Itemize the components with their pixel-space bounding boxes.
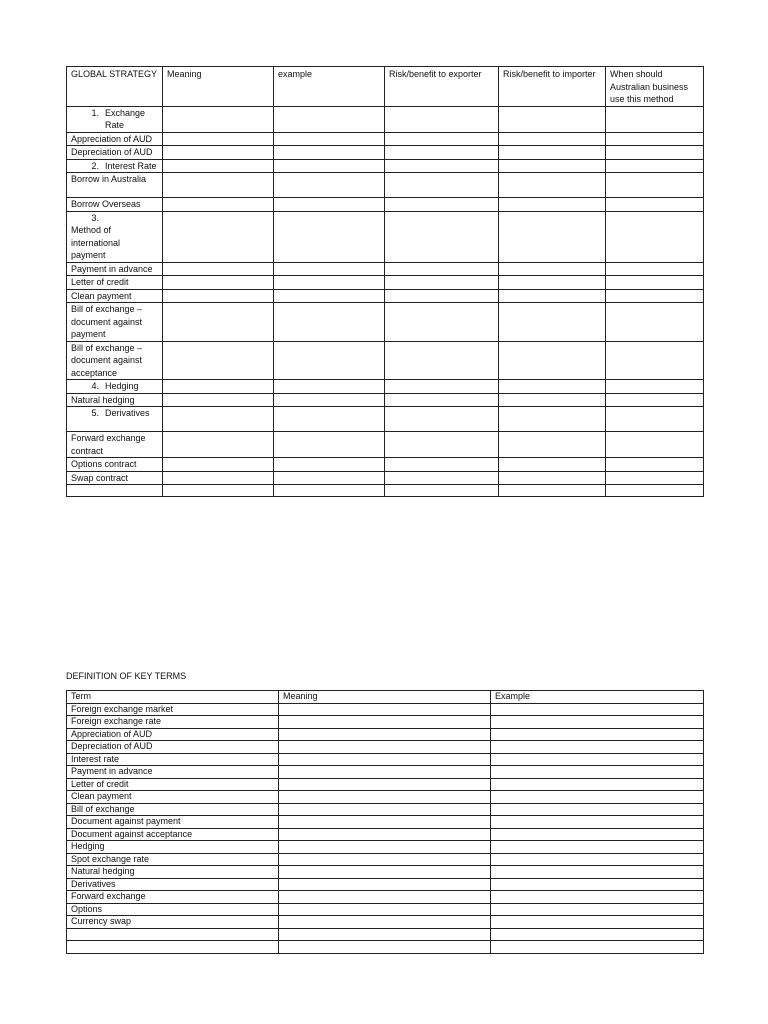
example-cell — [491, 803, 704, 816]
table-row — [67, 458, 704, 472]
strategy-label: Bill of exchange – document against payment — [67, 303, 163, 342]
term-cell: Payment in advance — [67, 766, 279, 779]
section-heading: Method of international payment — [71, 225, 121, 260]
table-row — [67, 716, 704, 729]
term-cell: Foreign exchange market — [67, 703, 279, 716]
header-row — [67, 691, 704, 704]
table-row — [67, 853, 704, 866]
section-heading: Hedging — [105, 381, 139, 391]
example-cell — [491, 741, 704, 754]
table-row — [67, 132, 704, 146]
strategy-label: Borrow in Australia — [67, 173, 163, 198]
meaning-cell — [279, 853, 491, 866]
example-cell — [491, 828, 704, 841]
table-row — [67, 262, 704, 276]
table-row — [67, 841, 704, 854]
term-cell: Currency swap — [67, 916, 279, 929]
term-cell: Derivatives — [67, 878, 279, 891]
table-row — [67, 891, 704, 904]
meaning-cell — [279, 791, 491, 804]
header-cell-meaning: Meaning — [279, 691, 491, 704]
list-number: 3. — [91, 212, 99, 223]
term-cell: Clean payment — [67, 791, 279, 804]
global-strategy-table — [66, 66, 704, 497]
meaning-cell — [279, 891, 491, 904]
term-cell — [67, 941, 279, 954]
example-cell — [491, 791, 704, 804]
strategy-label: Natural hedging — [67, 393, 163, 407]
table-row — [67, 471, 704, 485]
meaning-cell — [279, 828, 491, 841]
table-row — [67, 276, 704, 290]
meaning-cell — [279, 753, 491, 766]
table-row — [67, 916, 704, 929]
example-cell — [491, 903, 704, 916]
example-cell — [491, 928, 704, 941]
table-row — [67, 803, 704, 816]
term-cell: Forward exchange — [67, 891, 279, 904]
strategy-label: Payment in advance — [67, 262, 163, 276]
table-row — [67, 393, 704, 407]
strategy-label: Appreciation of AUD — [67, 132, 163, 146]
table-row — [67, 828, 704, 841]
key-terms-table — [66, 690, 704, 954]
term-cell: Appreciation of AUD — [67, 728, 279, 741]
section-heading: Exchange Rate — [105, 107, 146, 130]
list-number: 5. — [91, 408, 99, 418]
strategy-label: Letter of credit — [67, 276, 163, 290]
table-row — [67, 753, 704, 766]
meaning-cell — [279, 928, 491, 941]
table-row — [67, 211, 704, 262]
strategy-label: Bill of exchange – document against acceptance — [67, 341, 163, 380]
strategy-heading-cell — [67, 106, 163, 132]
strategy-label: Forward exchange contract — [67, 432, 163, 458]
meaning-cell — [279, 741, 491, 754]
example-cell — [491, 753, 704, 766]
term-cell: Document against acceptance — [67, 828, 279, 841]
term-cell: Options — [67, 903, 279, 916]
meaning-cell — [279, 866, 491, 879]
table-row — [67, 303, 704, 342]
meaning-cell — [279, 841, 491, 854]
header-row — [67, 67, 704, 107]
strategy-label: Clean payment — [67, 289, 163, 303]
example-cell — [491, 878, 704, 891]
meaning-cell — [279, 778, 491, 791]
meaning-cell — [279, 941, 491, 954]
table-row — [67, 741, 704, 754]
table-row — [67, 106, 704, 132]
table-row — [67, 703, 704, 716]
strategy-label: Swap contract — [67, 471, 163, 485]
example-cell — [491, 853, 704, 866]
header-cell-when: When should Australian business use this method — [606, 67, 704, 107]
section-heading: Derivatives — [105, 408, 150, 418]
table-row — [67, 816, 704, 829]
meaning-cell — [279, 903, 491, 916]
example-cell — [491, 778, 704, 791]
table-row — [67, 941, 704, 954]
term-cell: Foreign exchange rate — [67, 716, 279, 729]
table-row — [67, 903, 704, 916]
table-row — [67, 146, 704, 160]
header-cell-term: Term — [67, 691, 279, 704]
strategy-heading-cell — [67, 159, 163, 173]
strategy-label: Depreciation of AUD — [67, 146, 163, 160]
term-cell: Letter of credit — [67, 778, 279, 791]
table-row — [67, 173, 704, 198]
meaning-cell — [279, 728, 491, 741]
header-cell-example: Example — [491, 691, 704, 704]
table-row — [67, 341, 704, 380]
strategy-label: Options contract — [67, 458, 163, 472]
table-row — [67, 778, 704, 791]
meaning-cell — [279, 878, 491, 891]
example-cell — [491, 766, 704, 779]
strategy-label: Borrow Overseas — [67, 198, 163, 212]
meaning-cell — [279, 716, 491, 729]
term-cell: Hedging — [67, 841, 279, 854]
table-row — [67, 198, 704, 212]
strategy-label — [67, 485, 163, 497]
example-cell — [491, 891, 704, 904]
header-cell-importer: Risk/benefit to importer — [499, 67, 606, 107]
table-row — [67, 485, 704, 497]
table-row — [67, 928, 704, 941]
table-row — [67, 878, 704, 891]
table-row — [67, 159, 704, 173]
term-cell — [67, 928, 279, 941]
table-row — [67, 766, 704, 779]
strategy-heading-cell — [67, 407, 163, 432]
list-number: 2. — [91, 160, 99, 171]
table-row — [67, 289, 704, 303]
term-cell: Natural hedging — [67, 866, 279, 879]
strategy-heading-cell — [67, 211, 163, 262]
header-cell-meaning: Meaning — [163, 67, 274, 107]
example-cell — [491, 728, 704, 741]
table-row — [67, 380, 704, 394]
header-cell-exporter: Risk/benefit to exporter — [385, 67, 499, 107]
example-cell — [491, 916, 704, 929]
header-cell-example: example — [274, 67, 385, 107]
strategy-heading-cell — [67, 380, 163, 394]
example-cell — [491, 703, 704, 716]
meaning-cell — [279, 766, 491, 779]
example-cell — [491, 841, 704, 854]
example-cell — [491, 941, 704, 954]
section-heading: Interest Rate — [105, 160, 157, 171]
list-number: 4. — [91, 381, 99, 391]
term-cell: Interest rate — [67, 753, 279, 766]
list-number: 1. — [91, 107, 99, 118]
example-cell — [491, 866, 704, 879]
meaning-cell — [279, 703, 491, 716]
table-row — [67, 728, 704, 741]
term-cell: Document against payment — [67, 816, 279, 829]
term-cell: Bill of exchange — [67, 803, 279, 816]
table-row — [67, 432, 704, 458]
terms-section-title: DEFINITION OF KEY TERMS — [66, 671, 187, 681]
meaning-cell — [279, 816, 491, 829]
meaning-cell — [279, 803, 491, 816]
table-row — [67, 407, 704, 432]
example-cell — [491, 716, 704, 729]
term-cell: Depreciation of AUD — [67, 741, 279, 754]
meaning-cell — [279, 916, 491, 929]
table-row — [67, 791, 704, 804]
example-cell — [491, 816, 704, 829]
header-cell-strategy: GLOBAL STRATEGY — [67, 67, 163, 107]
term-cell: Spot exchange rate — [67, 853, 279, 866]
table-row — [67, 866, 704, 879]
